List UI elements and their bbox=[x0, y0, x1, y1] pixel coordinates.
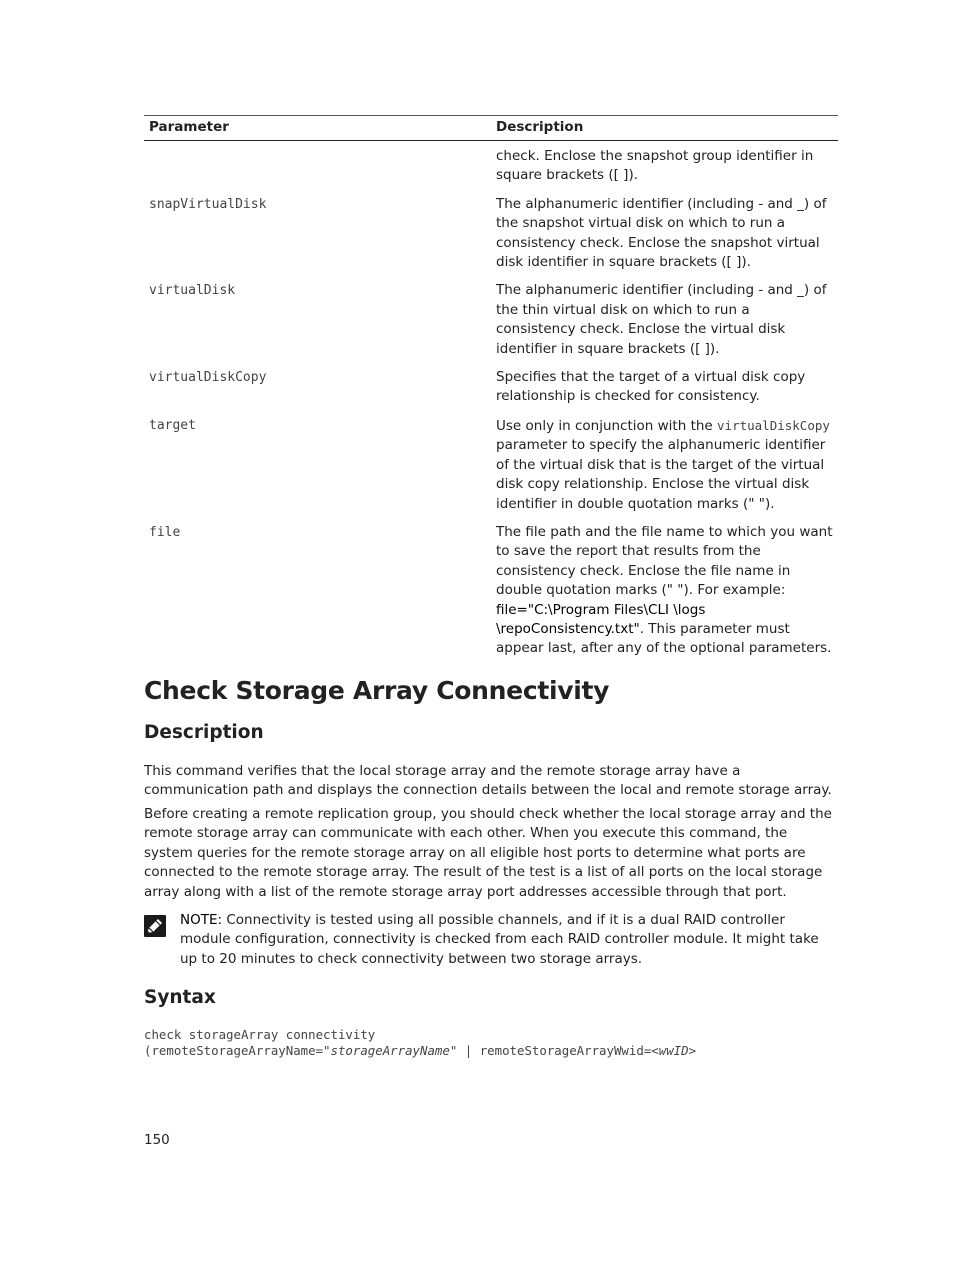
note-body: Connectivity is tested using all possible channels, and if it is a dual RAID controller module configuration, connectivity is checked from each RAID controller module. It might take up to 20 minutes to check connectivity between two storage arrays. bbox=[180, 912, 819, 967]
syntax-text: (remoteStorageArrayName=" bbox=[144, 1042, 331, 1058]
table-header-row bbox=[144, 116, 838, 141]
param-description bbox=[491, 517, 838, 662]
param-description: check. Enclose the snapshot group identifier in square brackets ([ ]). bbox=[496, 148, 814, 184]
param-name: virtualDiskCopy bbox=[149, 370, 267, 386]
parameter-table bbox=[144, 115, 838, 662]
description-paragraph: This command verifies that the local storage array and the remote storage array have a communication path and displays the connection details between the local and remote storage array. bbox=[144, 763, 832, 799]
table-row bbox=[144, 362, 838, 410]
table-row bbox=[144, 275, 838, 362]
param-description bbox=[491, 410, 838, 517]
table-row bbox=[144, 189, 838, 276]
syntax-text: > bbox=[688, 1042, 697, 1058]
param-name: target bbox=[149, 417, 196, 433]
syntax-code-block bbox=[144, 1027, 696, 1058]
section-title: Check Storage Array Connectivity bbox=[144, 676, 610, 705]
inline-code: virtualDiskCopy bbox=[717, 417, 830, 433]
syntax-heading: Syntax bbox=[144, 987, 216, 1008]
syntax-line: check storageArray connectivity bbox=[144, 1027, 376, 1042]
syntax-variable: storageArrayName bbox=[330, 1042, 450, 1058]
header-parameter: Parameter bbox=[144, 116, 491, 141]
header-description: Description bbox=[491, 116, 838, 141]
desc-text: . This parameter must appear last, after any of the optional parameters. bbox=[496, 620, 832, 657]
example-path: file="C:\Program Files\CLI \logs \repoConsistency.txt" bbox=[496, 601, 706, 637]
note-text bbox=[180, 911, 834, 969]
note-pencil-icon bbox=[144, 915, 166, 937]
description-paragraph: Before creating a remote replication group, you should check whether the local storage array and the remote storage array can communicate with each other. When you execute this command, the system queries for the remote storage array on all eligible host ports to determine what ports are connected to the remote storage array. The result of the test is a list of all ports on the local storage array along with a list of the remote storage array port addresses accessible through that port. bbox=[144, 806, 832, 900]
desc-text: Use only in conjunction with the bbox=[496, 417, 713, 434]
param-name: snapVirtualDisk bbox=[149, 196, 267, 212]
description-heading: Description bbox=[144, 722, 264, 743]
syntax-variable: wwID bbox=[658, 1042, 689, 1058]
param-name: virtualDisk bbox=[149, 283, 236, 299]
desc-text: parameter to specify the alphanumeric identifier of the virtual disk that is the target of the virtual disk copy relationship. Enclose the virtual disk identifier in double quotation marks (" "). bbox=[496, 437, 826, 512]
param-description: The alphanumeric identifier (including - and _) of the snapshot virtual disk on which to run a consistency check. Enclose the snapshot virtual disk identifier in square brackets ([ ]). bbox=[496, 195, 827, 271]
param-name bbox=[144, 141, 491, 189]
param-description: Specifies that the target of a virtual disk copy relationship is checked for consistency. bbox=[496, 369, 806, 405]
note-label: NOTE: bbox=[180, 912, 223, 928]
desc-text: The file path and the file name to which you want to save the report that results from the consistency check. Enclose the file name in double quotation marks (" "). For example: bbox=[496, 523, 833, 599]
syntax-text: " | remoteStorageArrayWwid=< bbox=[449, 1042, 659, 1058]
table-row bbox=[144, 141, 838, 189]
param-description: The alphanumeric identifier (including - and _) of the thin virtual disk on which to run a consistency check. Enclose the virtual disk identifier in square brackets ([ ]). bbox=[496, 282, 827, 357]
page-number: 150 bbox=[144, 1132, 170, 1148]
table-row bbox=[144, 410, 838, 517]
param-name: file bbox=[149, 524, 181, 540]
table-row bbox=[144, 517, 838, 662]
